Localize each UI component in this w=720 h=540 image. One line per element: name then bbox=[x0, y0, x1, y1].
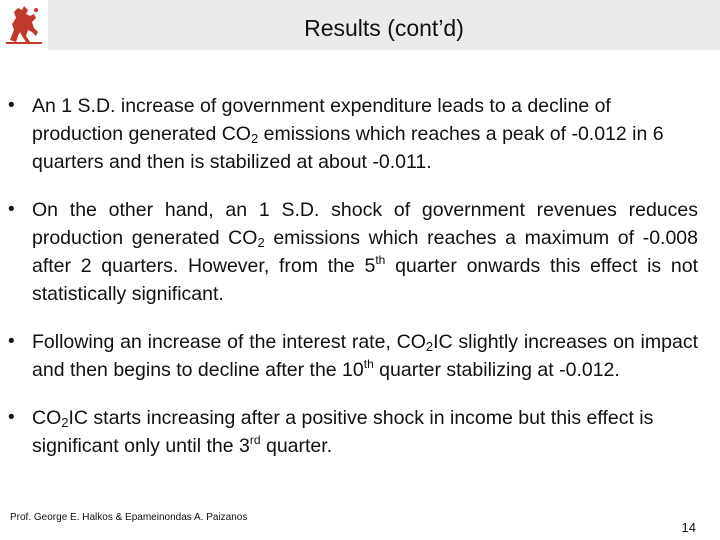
bullet-item: • Following an increase of the interest rate, $CO_2IC$ slightly increases on impact and then begins to decline after the 10th quarter stabilizing at -0.012. bbox=[8, 328, 698, 384]
bullet-list bbox=[8, 92, 698, 480]
university-logo-icon bbox=[2, 2, 46, 46]
page-number: 14 bbox=[681, 520, 696, 535]
logo bbox=[0, 0, 48, 50]
header-bar bbox=[0, 0, 720, 50]
footer-authors: Prof. George E. Halkos & Epameinondas A. Paizanos bbox=[10, 512, 248, 523]
bullet-item: • On the other hand, an 1 S.D. shock of government revenues reduces production generated $CO_2$ emissions which reaches a maximum of -0.008 after 2 quarters. However, from the 5th quarter onwards this effect is not statistically significant. bbox=[8, 196, 698, 308]
slide-title: Results (cont’d) bbox=[304, 15, 464, 41]
bullet-item: • $CO_2IC$ starts increasing after a positive shock in income but this effect is significant only until the 3rd quarter. bbox=[8, 404, 698, 460]
bullet-item: • An 1 S.D. increase of government expenditure leads to a decline of production generated $CO_2$ emissions which reaches a peak of -0.012 in 6 quarters and then is stabilized at about -0.011. bbox=[8, 92, 698, 176]
